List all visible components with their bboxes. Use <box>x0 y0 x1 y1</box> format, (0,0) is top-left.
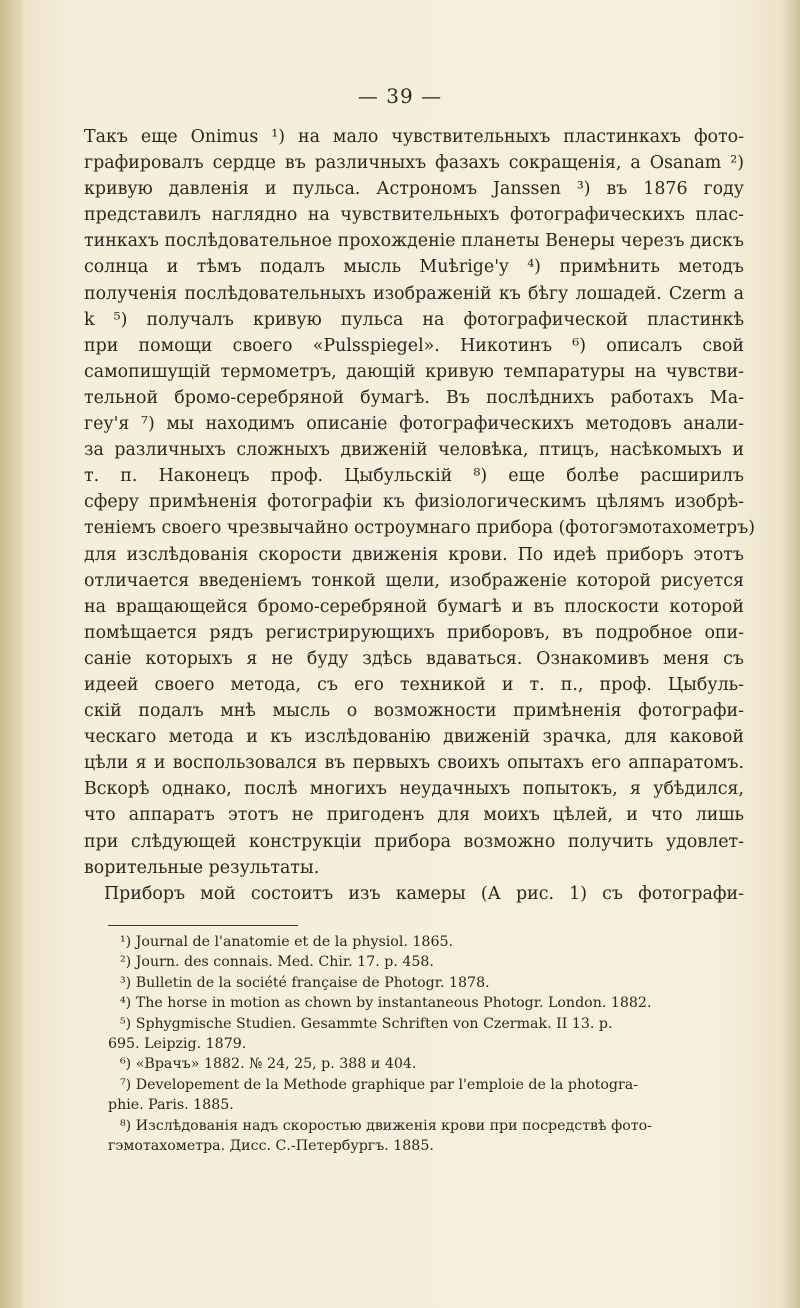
body-line: при слѣдующей конструкціи прибора возможно получить удовлет- <box>84 831 744 852</box>
body-line: отличается введеніемъ тонкой щели, изображеніе которой рисуется <box>84 570 744 591</box>
body-line: тельной бромо-серебряной бумагѣ. Въ послѣднихъ работахъ Ма- <box>84 387 744 408</box>
body-line: что аппаратъ этотъ не пригоденъ для моихъ цѣлей, и что лишь <box>84 805 744 826</box>
footnote: ²) Journ. des connais. Med. Chir. 17. p. 458. <box>120 954 434 971</box>
body-line: за различныхъ сложныхъ движеній человѣка, птицъ, насѣкомыхъ и <box>84 440 744 461</box>
body-line: геу'я ⁷) мы находимъ описаніе фотографическихъ методовъ анали- <box>84 414 744 435</box>
footnote: ³) Bulletin de la société française de Photogr. 1878. <box>120 974 490 991</box>
body-line: кривую давленія и пульса. Астрономъ Janssen ³) въ 1876 году <box>84 179 744 200</box>
body-line: т. п. Наконецъ проф. Цыбульскій ⁸) еще болѣе расширилъ <box>84 466 744 487</box>
body-line: саніе которыхъ я не буду здѣсь вдаваться. Ознакомивъ меня съ <box>84 648 744 669</box>
footnote: phie. Paris. 1885. <box>108 1097 234 1114</box>
body-line: ческаго метода и къ изслѣдованію движеній зрачка, для каковой <box>84 727 744 748</box>
body-line: при помощи своего «Pulsspiegel». Никотинъ ⁶) описалъ свой <box>84 335 744 356</box>
body-line: теніемъ своего чрезвычайно остроумнаго прибора (фотогэмотахометръ) <box>84 518 756 539</box>
footnote: ¹) Journal de l'anatomie et de la physiol. 1865. <box>120 934 454 950</box>
body-line: скій подалъ мнѣ мысль о возможности примѣненія фотографи- <box>84 701 744 722</box>
body-line: тинкахъ послѣдовательное прохожденіе планеты Венеры черезъ дискъ <box>84 231 744 252</box>
body-line: представилъ наглядно на чувствительныхъ фотографическихъ плас- <box>84 205 744 226</box>
body-line: идеей своего метода, съ его техникой и т. п., проф. Цыбуль- <box>84 674 744 695</box>
page-edge-left <box>0 0 22 1308</box>
body-line: цѣли я и воспользовался въ первыхъ своихъ опытахъ его аппаратомъ. <box>84 753 744 774</box>
footnote: ⁶) «Врачъ» 1882. № 24, 25, p. 388 и 404. <box>120 1056 417 1073</box>
footnotes <box>108 932 754 1156</box>
body-line: на вращающейся бромо-серебряной бумагѣ и въ плоскости которой <box>84 596 744 617</box>
body-text <box>84 124 756 907</box>
footnote-divider <box>108 925 298 926</box>
body-line: самопишущій термометръ, дающій кривую темпаратуры на чувстви- <box>84 361 744 382</box>
page-edge-right <box>782 0 800 1308</box>
body-line: солнца и тѣмъ подалъ мысль Мuѣrige'y ⁴) примѣнить методъ <box>84 257 744 278</box>
body-line: графировалъ сердце въ различныхъ фазахъ сокращенія, a Osanam ²) <box>84 153 744 174</box>
body-line: сферу примѣненія фотографіи къ физіологическимъ цѣлямъ изобрѣ- <box>84 492 744 513</box>
footnote: ⁴) The horse in motion as chown by instantaneous Photogr. London. 1882. <box>120 995 652 1012</box>
body-line: ворительные результаты. <box>84 857 320 878</box>
body-line: Такъ еще Onimus ¹) на мало чувствительныхъ пластинкахъ фото- <box>84 127 744 147</box>
body-line: Вскорѣ однако, послѣ многихъ неудачныхъ попытокъ, я убѣдился, <box>84 779 744 800</box>
page-number: — 39 — <box>357 84 443 108</box>
body-line: для изслѣдованія скорости движенія крови. По идеѣ приборъ этотъ <box>84 544 744 565</box>
body-line: Приборъ мой состоитъ изъ камеры (А рис. 1) съ фотографи- <box>104 883 744 904</box>
footnote: гэмотахометра. Дисс. С.-Петербургъ. 1885. <box>108 1138 434 1155</box>
body-line: полученія послѣдовательныхъ изображеній къ бѣгу лошадей. Czerm a k ⁵) получалъ кривую пульса на фотографической пластинкѣ <box>84 283 744 330</box>
footnote: ⁵) Sphygmische Studien. Gesammte Schriften von Czermak. II 13. p. <box>120 1015 613 1032</box>
footnote: 695. Leipzig. 1879. <box>108 1036 247 1053</box>
footnote: ⁸) Изслѣдованія надъ скоростью движенія крови при посредствѣ фото- <box>120 1117 652 1134</box>
body-line: помѣщается рядъ регистрирующихъ приборовъ, въ подробное опи- <box>84 622 744 643</box>
footnote: ⁷) Developement de la Methode graphique par l'emploie de la photogra- <box>120 1076 638 1093</box>
